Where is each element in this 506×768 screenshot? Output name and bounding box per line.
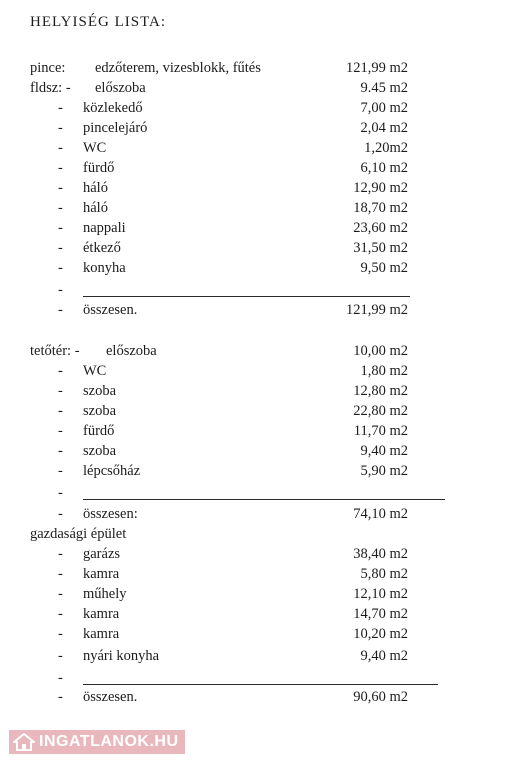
room-name: kamra: [83, 626, 120, 642]
subtotal-label: összesen:: [83, 506, 138, 522]
dash: -: [58, 363, 63, 379]
room-name: szoba: [83, 383, 117, 399]
room-area: 23,60 m2: [353, 220, 408, 236]
room-row: [0, 198, 506, 218]
room-name: lépcsőház: [83, 463, 141, 479]
dash: -: [58, 220, 63, 236]
room-name: kamra: [83, 566, 120, 582]
room-row: [0, 564, 506, 584]
dash: -: [58, 260, 63, 276]
room-name: pincelejáró: [83, 120, 148, 136]
subtotal-value: 121,99 m2: [345, 302, 408, 318]
room-row: [0, 238, 506, 258]
room-row: [0, 341, 506, 361]
subtotal-rule: [83, 296, 410, 297]
dash: -: [58, 485, 63, 501]
room-row: [0, 584, 506, 604]
dash: -: [58, 606, 63, 622]
dash: -: [58, 546, 63, 562]
room-name: edzőterem, vizesblokk, fűtés: [95, 60, 261, 76]
room-area: 5,90 m2: [360, 463, 408, 479]
dash: -: [58, 423, 63, 439]
room-name: garázs: [83, 546, 121, 562]
dash: -: [58, 463, 63, 479]
room-name: nappali: [83, 220, 126, 236]
room-name: háló: [83, 180, 108, 196]
room-row: [0, 98, 506, 118]
room-row: [0, 258, 506, 278]
room-area: 121,99 m2: [345, 60, 408, 76]
room-row: [0, 401, 506, 421]
section-label: pince:: [30, 60, 66, 76]
room-area: 12,80 m2: [353, 383, 408, 399]
room-row: [0, 158, 506, 178]
dash: -: [58, 383, 63, 399]
section-heading-row: [0, 524, 506, 544]
house-icon: [13, 733, 35, 751]
dash: -: [58, 670, 63, 686]
dash: -: [58, 282, 63, 298]
subtotal-value: 90,60 m2: [353, 689, 408, 705]
room-area: 11,70 m2: [353, 423, 408, 439]
dash: -: [58, 648, 63, 664]
page-title: HELYISÉG LISTA:: [30, 14, 167, 30]
dash: -: [58, 200, 63, 216]
subtotal-label: összesen.: [83, 689, 138, 705]
room-name: háló: [83, 200, 108, 216]
section-label: gazdasági épület: [30, 526, 127, 542]
room-area: 12,90 m2: [353, 180, 408, 196]
room-area: 10,20 m2: [353, 626, 408, 642]
room-area: 22,80 m2: [353, 403, 408, 419]
room-row: [0, 604, 506, 624]
dash: -: [58, 403, 63, 419]
room-area: 14,70 m2: [353, 606, 408, 622]
room-area: 1,80 m2: [360, 363, 408, 379]
room-area: 7,00 m2: [360, 100, 408, 116]
room-row-blank: [0, 280, 506, 300]
room-row: [0, 381, 506, 401]
room-name: nyári konyha: [83, 648, 160, 664]
room-name: közlekedő: [83, 100, 143, 116]
dash: -: [58, 302, 63, 318]
room-area: 10,00 m2: [353, 343, 408, 359]
room-row: [0, 461, 506, 481]
subtotal-rule: [83, 684, 438, 685]
room-name: WC: [83, 140, 107, 156]
room-area: 6,10 m2: [360, 160, 408, 176]
watermark-text: INGATLANOK.HU: [39, 733, 179, 750]
dash: -: [58, 120, 63, 136]
room-area: 38,40 m2: [353, 546, 408, 562]
room-area: 12,10 m2: [353, 586, 408, 602]
watermark-logo: [9, 730, 185, 754]
room-row: [0, 361, 506, 381]
room-row: [0, 421, 506, 441]
dash: -: [58, 506, 63, 522]
room-row-blank: [0, 668, 506, 688]
dash: -: [58, 566, 63, 582]
room-area: 9.45 m2: [360, 80, 408, 96]
section-label: fldsz: -: [30, 80, 71, 96]
room-row: [0, 138, 506, 158]
room-name: előszoba: [106, 343, 157, 359]
subtotal-row: [0, 687, 506, 707]
room-row: [0, 118, 506, 138]
room-area: 9,40 m2: [360, 443, 408, 459]
dash: -: [58, 160, 63, 176]
subtotal-rule: [83, 499, 445, 500]
room-name: szoba: [83, 443, 117, 459]
dash: -: [58, 689, 63, 705]
section-label: tetőtér: -: [30, 343, 80, 359]
dash: -: [58, 100, 63, 116]
subtotal-row: [0, 300, 506, 320]
dash: -: [58, 240, 63, 256]
room-row: [0, 624, 506, 644]
room-area: 31,50 m2: [353, 240, 408, 256]
room-area: 18,70 m2: [353, 200, 408, 216]
room-area: 1,20m2: [364, 140, 408, 156]
room-row: [0, 78, 506, 98]
subtotal-value: 74,10 m2: [353, 506, 408, 522]
room-area: 9,50 m2: [360, 260, 408, 276]
room-row-pince: [0, 58, 506, 78]
room-area: 2,04 m2: [360, 120, 408, 136]
dash: -: [58, 586, 63, 602]
room-name: előszoba: [95, 80, 146, 96]
room-row: [0, 178, 506, 198]
dash: -: [58, 140, 63, 156]
dash: -: [58, 443, 63, 459]
subtotal-row: [0, 504, 506, 524]
room-name: szoba: [83, 403, 117, 419]
dash: -: [58, 180, 63, 196]
room-row: [0, 441, 506, 461]
room-name: műhely: [83, 586, 127, 602]
room-name: fürdő: [83, 160, 115, 176]
room-row: [0, 544, 506, 564]
room-name: konyha: [83, 260, 126, 276]
room-area: 9,40 m2: [360, 648, 408, 664]
room-name: fürdő: [83, 423, 115, 439]
subtotal-label: összesen.: [83, 302, 138, 318]
room-row: [0, 218, 506, 238]
room-row-blank: [0, 483, 506, 503]
room-name: WC: [83, 363, 107, 379]
room-name: kamra: [83, 606, 120, 622]
room-row: [0, 646, 506, 666]
dash: -: [58, 626, 63, 642]
room-area: 5,80 m2: [360, 566, 408, 582]
room-name: étkező: [83, 240, 121, 256]
